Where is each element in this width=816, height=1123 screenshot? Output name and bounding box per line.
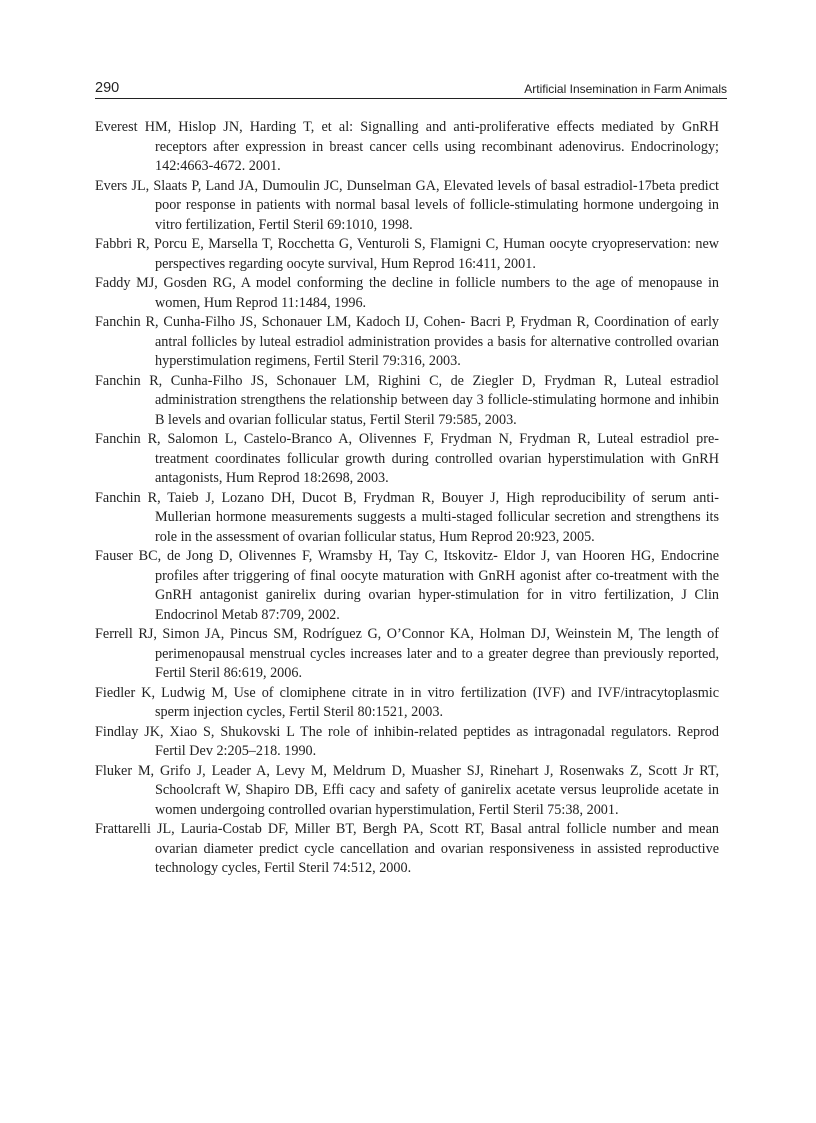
reference-entry: Faddy MJ, Gosden RG, A model conforming the decline in follicle numbers to the age of menopause in women, Hum Reprod 11:1484, 1996. <box>95 275 719 311</box>
running-title: Artificial Insemination in Farm Animals <box>524 82 727 96</box>
reference-entry: Everest HM, Hislop JN, Harding T, et al: Signalling and anti-proliferative effects mediated by GnRH receptors after expression in breast cancer cells using recombinant adenovirus. Endocrinology; 142:4663-4672. 2001. <box>95 119 719 174</box>
reference-entry: Frattarelli JL, Lauria-Costab DF, Miller BT, Bergh PA, Scott RT, Basal antral follicle number and mean ovarian diameter predict cycle cancellation and ovarian responsiveness in assisted reproductive technology cycles, Fertil Steril 74:512, 2000. <box>95 821 719 876</box>
reference-entry: Fluker M, Grifo J, Leader A, Levy M, Meldrum D, Muasher SJ, Rinehart J, Rosenwaks Z, Scott Jr RT, Schoolcraft W, Shapiro DB, Effi cacy and safety of ganirelix acetate versus leuprolide acetate in women undergoing controlled ovarian hyperstimulation, Fertil Steril 75:38, 2001. <box>95 762 719 818</box>
page-number: 290 <box>95 80 120 96</box>
reference-entry: Findlay JK, Xiao S, Shukovski L The role of inhibin-related peptides as intragonadal regulators. Reprod Fertil Dev 2:205–218. 1990. <box>95 723 719 759</box>
reference-entry: Ferrell RJ, Simon JA, Pincus SM, Rodríguez G, O’Connor KA, Holman DJ, Weinstein M, The length of perimenopausal menstrual cycles increases later and to a greater degree than previously reported, Fertil Steril 86:619, 2006. <box>95 626 719 681</box>
reference-list <box>95 118 719 879</box>
reference-entry: Fanchin R, Salomon L, Castelo-Branco A, Olivennes F, Frydman N, Frydman R, Luteal estradiol pre-treatment coordinates follicular growth during controlled ovarian hyperstimulation with GnRH antagonists, Hum Reprod 18:2698, 2003. <box>95 431 719 486</box>
reference-entry: Fanchin R, Taieb J, Lozano DH, Ducot B, Frydman R, Bouyer J, High reproducibility of serum anti-Mullerian hormone measurements suggests a multi-staged follicular secretion and strengthens its role in the assessment of ovarian follicular status, Hum Reprod 20:923, 2005. <box>95 489 719 545</box>
reference-entry: Fanchin R, Cunha-Filho JS, Schonauer LM, Righini C, de Ziegler D, Frydman R, Luteal estradiol administration strengthens the relationship between day 3 follicle-stimulating hormone and inhibin B levels and ovarian follicular status, Fertil Steril 79:585, 2003. <box>95 372 719 428</box>
page-header <box>95 80 727 99</box>
reference-entry: Fabbri R, Porcu E, Marsella T, Rocchetta G, Venturoli S, Flamigni C, Human oocyte cryopreservation: new perspectives regarding oocyte survival, Hum Reprod 16:411, 2001. <box>95 236 719 272</box>
reference-entry: Fanchin R, Cunha-Filho JS, Schonauer LM, Kadoch IJ, Cohen- Bacri P, Frydman R, Coordination of early antral follicles by luteal estradiol administration provides a basis for alternative controlled ovarian hyperstimulation regimens, Fertil Steril 79:316, 2003. <box>95 314 719 369</box>
reference-entry: Fiedler K, Ludwig M, Use of clomiphene citrate in in vitro fertilization (IVF) and IVF/intracytoplasmic sperm injection cycles, Fertil Steril 80:1521, 2003. <box>95 684 719 720</box>
reference-entry: Fauser BC, de Jong D, Olivennes F, Wramsby H, Tay C, Itskovitz- Eldor J, van Hooren HG, Endocrine profiles after triggering of final oocyte maturation with GnRH agonist after co-treatment with the GnRH antagonist ganirelix during ovarian hyper-stimulation for in vitro fertilization, J Clin Endocrinol Metab 87:709, 2002. <box>95 548 719 623</box>
reference-entry: Evers JL, Slaats P, Land JA, Dumoulin JC, Dunselman GA, Elevated levels of basal estradiol-17beta predict poor response in patients with normal basal levels of follicle-stimulating hormone undergoing in vitro fertilization, Fertil Steril 69:1010, 1998. <box>95 177 719 233</box>
